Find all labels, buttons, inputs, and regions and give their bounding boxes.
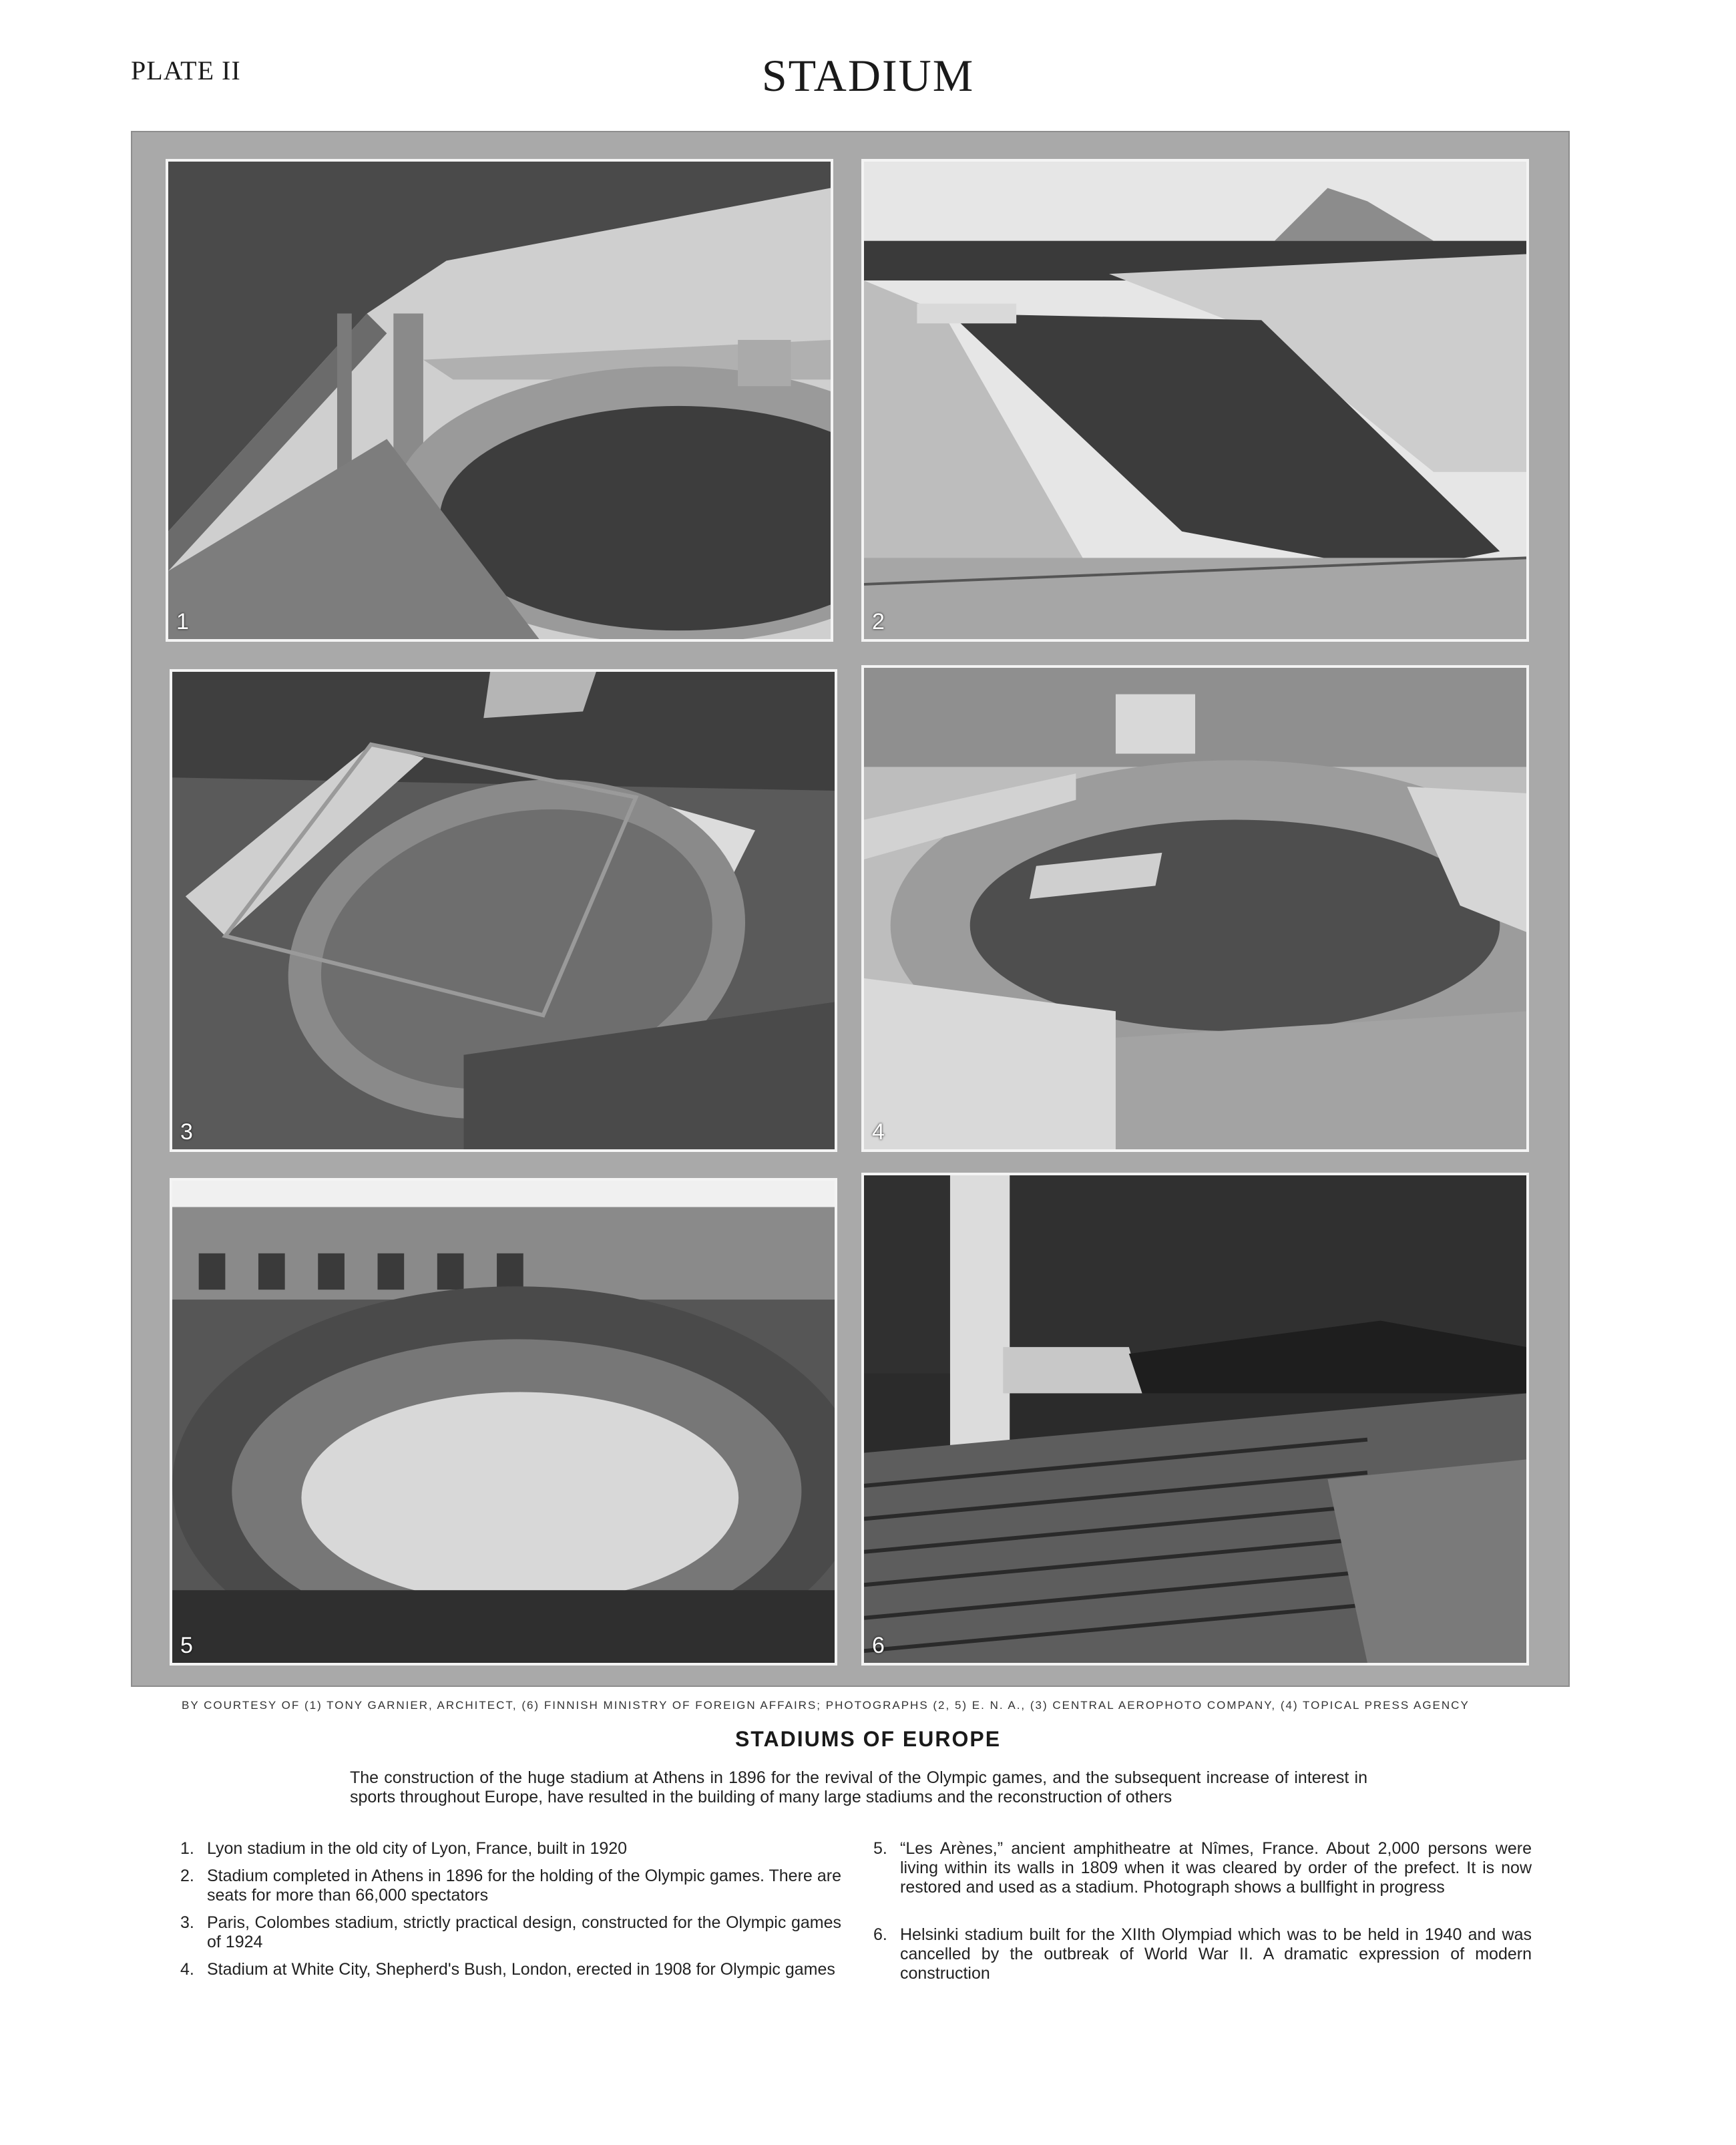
captions-left-column <box>180 1839 841 1987</box>
photo-lyon-stadium <box>166 159 833 642</box>
photo-white-city-stadium <box>861 665 1529 1152</box>
caption-number: 3. <box>180 1913 194 1932</box>
captions-right-column <box>873 1839 1532 1991</box>
photo-number: 3 <box>180 1119 193 1145</box>
page-title: STADIUM <box>761 50 975 101</box>
caption-item <box>873 1925 1532 1983</box>
caption-number: 6. <box>873 1925 887 1944</box>
caption-number: 5. <box>873 1839 887 1858</box>
caption-item <box>180 1839 841 1859</box>
caption-item <box>180 1913 841 1952</box>
photo-number: 6 <box>872 1633 885 1658</box>
section-title: STADIUMS OF EUROPE <box>734 1727 1002 1751</box>
photo-credits: BY COURTESY OF (1) TONY GARNIER, ARCHITECT, (6) FINNISH MINISTRY OF FOREIGN AFFAIRS; PHOTOGRAPHS (2, 5) E. N. A., (3) CENTRAL AEROPHOTO COMPANY, (4) TOPICAL PRESS AGENCY <box>182 1699 1470 1712</box>
caption-number: 2. <box>180 1867 194 1885</box>
photo-number: 1 <box>176 609 189 634</box>
caption-text: Lyon stadium in the old city of Lyon, France, built in 1920 <box>207 1839 628 1858</box>
photo-nimes-arena <box>170 1178 837 1666</box>
caption-item <box>180 1867 841 1905</box>
photo-athens-stadium <box>861 159 1529 642</box>
photo-number: 2 <box>872 609 885 634</box>
caption-text: Stadium completed in Athens in 1896 for the holding of the Olympic games. There are seats for more than 66,000 spectators <box>207 1867 841 1905</box>
caption-text: Paris, Colombes stadium, strictly practical design, constructed for the Olympic games of 1924 <box>207 1913 841 1951</box>
photo-colombes-stadium <box>170 669 837 1152</box>
intro-paragraph: The construction of the huge stadium at Athens in 1896 for the revival of the Olympic games, and the subsequent increase of interest in sports throughout Europe, have resulted in the building of many large stadiums and the reconstruction of others <box>350 1768 1367 1806</box>
caption-number: 4. <box>180 1960 194 1979</box>
caption-item <box>873 1839 1532 1897</box>
photo-number: 4 <box>872 1119 885 1145</box>
plate-label: PLATE II <box>131 55 241 85</box>
caption-text: Stadium at White City, Shepherd's Bush, London, erected in 1908 for Olympic games <box>207 1960 835 1979</box>
caption-text: “Les Arènes,” ancient amphitheatre at Nîmes, France. About 2,000 persons were living within its walls in 1809 when it was cleared by order of the prefect. It is now restored and used as a stadium. Photograph shows a bullfight in progress <box>900 1839 1532 1897</box>
photo-number: 5 <box>180 1633 193 1658</box>
caption-number: 1. <box>180 1839 194 1858</box>
photo-helsinki-stadium <box>861 1173 1529 1666</box>
caption-text: Helsinki stadium built for the XIIth Olympiad which was to be held in 1940 and was cancelled by the outbreak of World War II. A dramatic expression of modern construction <box>900 1925 1532 1983</box>
caption-item <box>180 1960 841 1979</box>
photo-plate-frame <box>131 131 1570 1687</box>
